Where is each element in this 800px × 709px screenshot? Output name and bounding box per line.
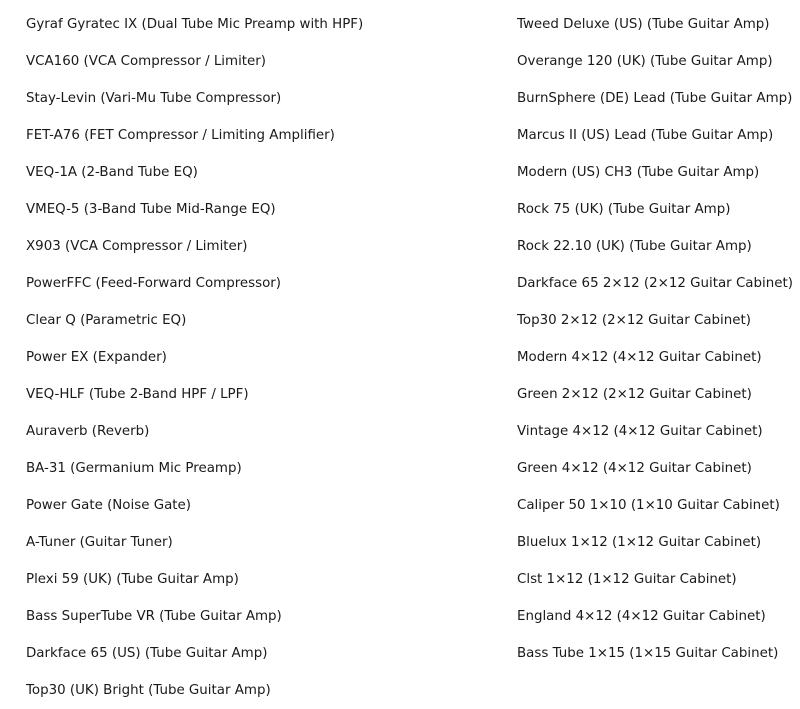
list-item: Top30 (UK) Bright (Tube Guitar Amp) (26, 683, 271, 698)
list-item: Green 2×12 (2×12 Guitar Cabinet) (517, 387, 752, 402)
list-item: Vintage 4×12 (4×12 Guitar Cabinet) (517, 424, 763, 439)
list-item: X903 (VCA Compressor / Limiter) (26, 239, 248, 254)
list-item: VMEQ-5 (3-Band Tube Mid-Range EQ) (26, 202, 276, 217)
list-item: A-Tuner (Guitar Tuner) (26, 535, 173, 550)
plugin-list-left-column (26, 6, 496, 709)
list-item: Caliper 50 1×10 (1×10 Guitar Cabinet) (517, 498, 780, 513)
list-item: VEQ-HLF (Tube 2-Band HPF / LPF) (26, 387, 249, 402)
list-item: Overange 120 (UK) (Tube Guitar Amp) (517, 54, 773, 69)
list-item: BurnSphere (DE) Lead (Tube Guitar Amp) (517, 91, 793, 106)
list-item: Auraverb (Reverb) (26, 424, 150, 439)
list-item: Bass Tube 1×15 (1×15 Guitar Cabinet) (517, 646, 779, 661)
list-item: Stay-Levin (Vari-Mu Tube Compressor) (26, 91, 282, 106)
list-item: PowerFFC (Feed-Forward Compressor) (26, 276, 282, 291)
plugin-list-right-column (517, 6, 797, 672)
list-item: Darkface 65 (US) (Tube Guitar Amp) (26, 646, 268, 661)
list-item: BA-31 (Germanium Mic Preamp) (26, 461, 242, 476)
list-item: Green 4×12 (4×12 Guitar Cabinet) (517, 461, 752, 476)
list-item: England 4×12 (4×12 Guitar Cabinet) (517, 609, 766, 624)
list-item: Top30 2×12 (2×12 Guitar Cabinet) (517, 313, 751, 328)
list-item: Plexi 59 (UK) (Tube Guitar Amp) (26, 572, 239, 587)
list-item: Power Gate (Noise Gate) (26, 498, 191, 513)
list-item: Modern (US) CH3 (Tube Guitar Amp) (517, 165, 760, 180)
list-item: Clear Q (Parametric EQ) (26, 313, 187, 328)
list-item: VCA160 (VCA Compressor / Limiter) (26, 54, 267, 69)
list-item: Gyraf Gyratec IX (Dual Tube Mic Preamp with HPF) (26, 17, 364, 32)
list-item: Bluelux 1×12 (1×12 Guitar Cabinet) (517, 535, 762, 550)
list-item: Darkface 65 2×12 (2×12 Guitar Cabinet) (517, 276, 793, 291)
list-item: Rock 22.10 (UK) (Tube Guitar Amp) (517, 239, 752, 254)
list-item: Power EX (Expander) (26, 350, 167, 365)
list-item: Rock 75 (UK) (Tube Guitar Amp) (517, 202, 731, 217)
list-item: Bass SuperTube VR (Tube Guitar Amp) (26, 609, 282, 624)
list-item: Modern 4×12 (4×12 Guitar Cabinet) (517, 350, 762, 365)
list-item: Marcus II (US) Lead (Tube Guitar Amp) (517, 128, 774, 143)
list-item: VEQ-1A (2-Band Tube EQ) (26, 165, 198, 180)
list-item: FET-A76 (FET Compressor / Limiting Amplifier) (26, 128, 335, 143)
list-item: Clst 1×12 (1×12 Guitar Cabinet) (517, 572, 737, 587)
list-item: Tweed Deluxe (US) (Tube Guitar Amp) (517, 17, 770, 32)
